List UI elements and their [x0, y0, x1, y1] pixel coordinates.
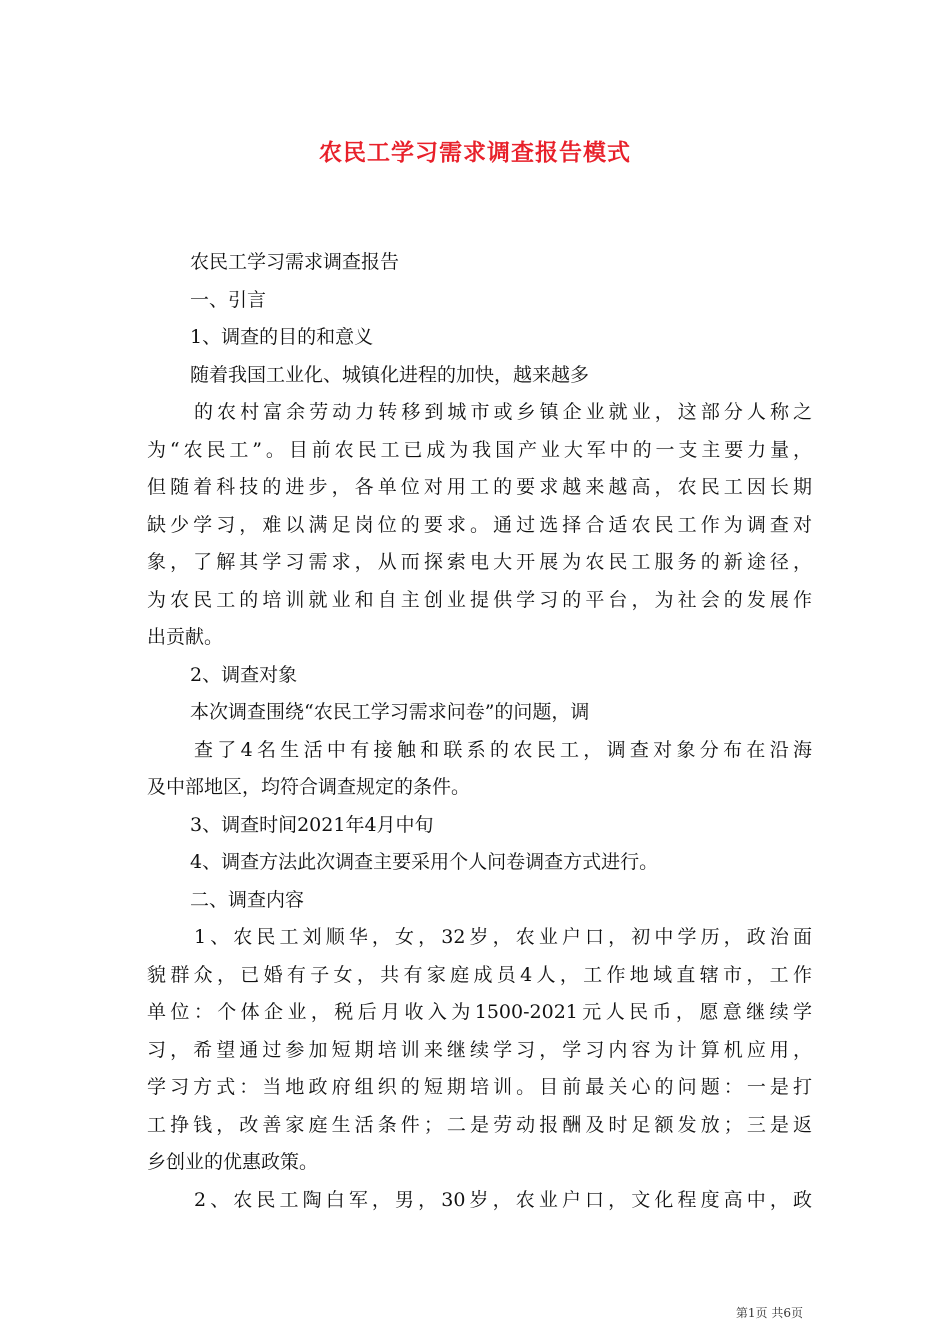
- paragraph-line: 一、引言: [190, 288, 267, 311]
- paragraph-line: 学习方式：当地政府组织的短期培训。目前最关心的问题：一是打: [147, 1076, 812, 1098]
- paragraph-line: 出贡献。: [147, 626, 224, 648]
- paragraph-line: 1、调查的目的和意义: [190, 326, 374, 348]
- document-body: [147, 244, 812, 1219]
- paragraph-line: 3、调查时间2021年4月中旬: [190, 813, 434, 836]
- paragraph-line: 但随着科技的进步，各单位对用工的要求越来越高，农民工因长期: [147, 476, 812, 498]
- paragraph-line: 缺少学习，难以满足岗位的要求。通过选择合适农民工作为调查对: [147, 513, 812, 536]
- paragraph-line: 乡创业的优惠政策。: [147, 1151, 319, 1173]
- paragraph-line: 为“农民工”。目前农民工已成为我国产业大军中的一支主要力量，: [147, 438, 812, 461]
- paragraph-line: 单位：个体企业，税后月收入为1500-2021元人民币，愿意继续学: [147, 1001, 812, 1023]
- paragraph-line: 为农民工的培训就业和自主创业提供学习的平台，为社会的发展作: [147, 588, 812, 611]
- paragraph-line: 的农村富余劳动力转移到城市或乡镇企业就业，这部分人称之: [194, 401, 812, 423]
- paragraph-line: 查了4名生活中有接触和联系的农民工，调查对象分布在沿海: [194, 738, 812, 761]
- paragraph-line: 随着我国工业化、城镇化进程的加快，越来越多: [190, 363, 590, 386]
- paragraph-line: 习，希望通过参加短期培训来继续学习，学习内容为计算机应用，: [147, 1038, 812, 1061]
- paragraph-line: 本次调查围绕“农民工学习需求问卷”的问题，调: [190, 701, 590, 723]
- paragraph-line: 及中部地区，均符合调查规定的条件。: [147, 776, 471, 798]
- paragraph-line: 2、农民工陶白军，男，30岁，农业户口，文化程度高中，政: [194, 1188, 812, 1211]
- paragraph-line: 工挣钱，改善家庭生活条件；二是劳动报酬及时足额发放；三是返: [147, 1113, 812, 1136]
- paragraph-line: 农民工学习需求调查报告: [190, 251, 400, 273]
- paragraph-line: 貌群众，已婚有子女，共有家庭成员4人，工作地域直辖市，工作: [147, 963, 812, 986]
- paragraph-line: 2、调查对象: [190, 663, 298, 686]
- page-footer: 第1页 共6页: [735, 1306, 803, 1320]
- paragraph-line: 1、农民工刘顺华，女，32岁，农业户口，初中学历，政治面: [194, 926, 812, 948]
- paragraph-line: 4、调查方法此次调查主要采用个人问卷调查方式进行。: [190, 851, 659, 873]
- document-title: 农民工学习需求调查报告模式: [319, 139, 631, 166]
- paragraph-line: 象，了解其学习需求，从而探索电大开展为农民工服务的新途径，: [147, 551, 812, 573]
- paragraph-line: 二、调查内容: [190, 888, 305, 911]
